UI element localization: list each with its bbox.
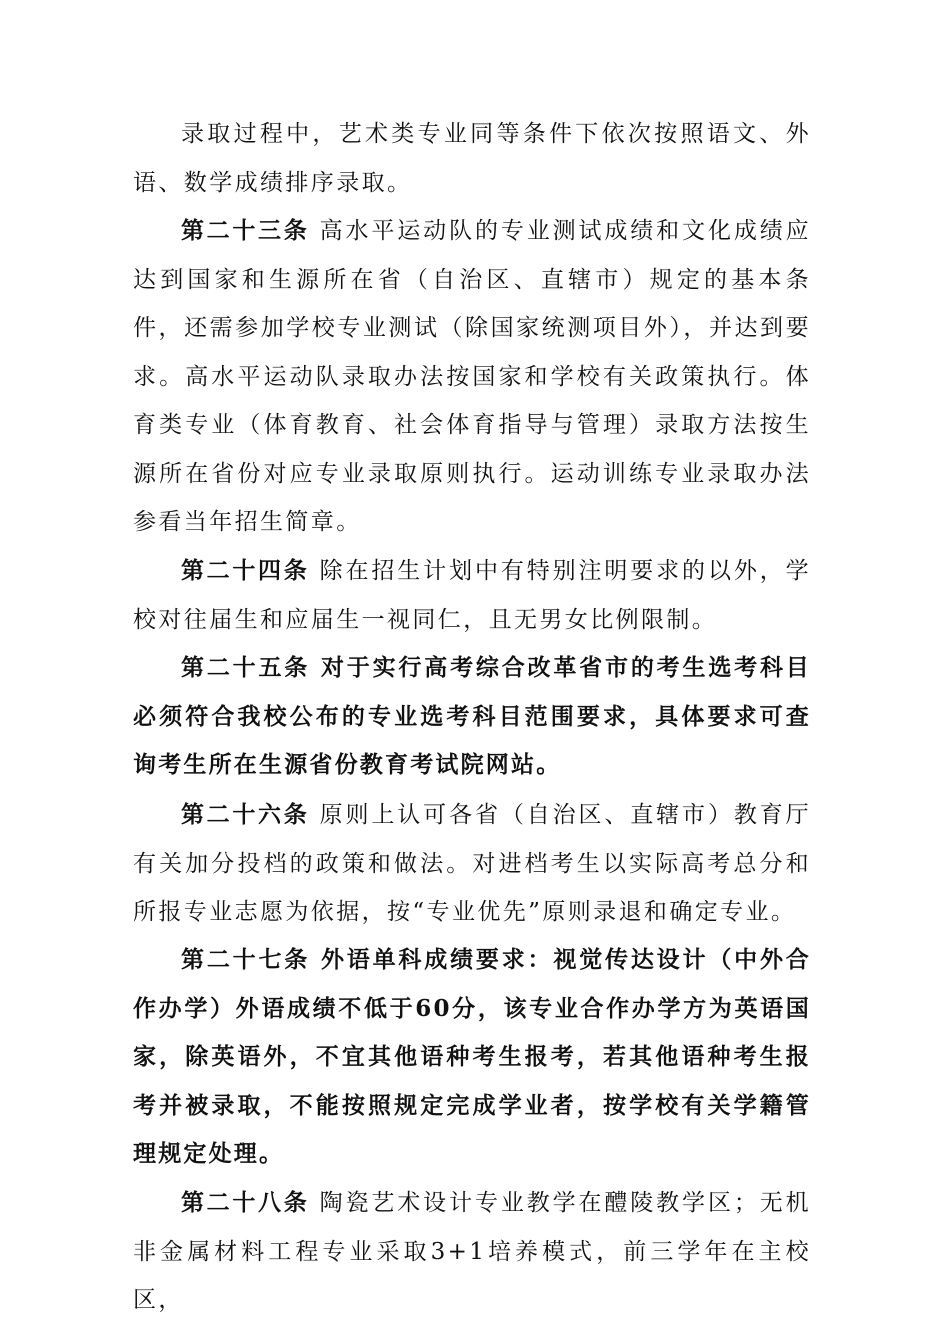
paragraph-text: 录取过程中，艺术类专业同等条件下依次按照语文、外语、数学成绩排序录取。 (133, 121, 811, 196)
article-text: 除在招生计划中有特别注明要求的以外，学校对往届生和应届生一视同仁，且无男女比例限制。 (133, 558, 812, 633)
article-26 (133, 791, 811, 937)
article-23 (133, 207, 811, 547)
article-text: 原则上认可各省（自治区、直辖市）教育厅有关加分投档的政策和做法。对进档考生以实际高考总分和所报专业志愿为依据，按“专业优先”原则录退和确定专业。 (133, 802, 812, 925)
article-heading: 第二十五条 (181, 654, 311, 681)
article-25 (133, 644, 811, 790)
article-text: 对于实行高考综合改革省市的考生选考科目必须符合我校公布的专业选考科目范围要求，具体要求可查询考生所在生源省份教育考试院网站。 (133, 654, 811, 778)
paragraph-admission-order (133, 110, 811, 207)
article-27 (133, 936, 811, 1179)
article-text: 高水平运动队的专业测试成绩和文化成绩应达到国家和生源所在省（自治区、直辖市）规定的基本条件，还需参加学校专业测试（除国家统测项目外），并达到要求。高水平运动队录取办法按国家和学校有关政策执行。体育类专业（体育教育、社会体育指导与管理）录取方法按生源所在省份对应专业录取原则执行。运动训练专业录取办法参看当年招生简章。 (133, 218, 812, 535)
article-28 (133, 1179, 811, 1325)
article-24 (133, 547, 811, 644)
article-text: 外语单科成绩要求：视觉传达设计（中外合作办学）外语成绩不低于60分，该专业合作办学方为英语国家，除英语外，不宜其他语种考生报考，若其他语种考生报考并被录取，不能按照规定完成学业者，按学校有关学籍管理规定处理。 (133, 946, 811, 1167)
article-heading: 第二十八条 (181, 1189, 310, 1216)
article-heading: 第二十七条 (181, 946, 311, 973)
article-text: 陶瓷艺术设计专业教学在醴陵教学区；无机非金属材料工程专业采取3+1培养模式，前三学年在主校区， (133, 1190, 812, 1313)
article-heading: 第二十三条 (181, 217, 310, 244)
article-heading: 第二十六条 (181, 801, 310, 828)
article-heading: 第二十四条 (181, 557, 310, 584)
